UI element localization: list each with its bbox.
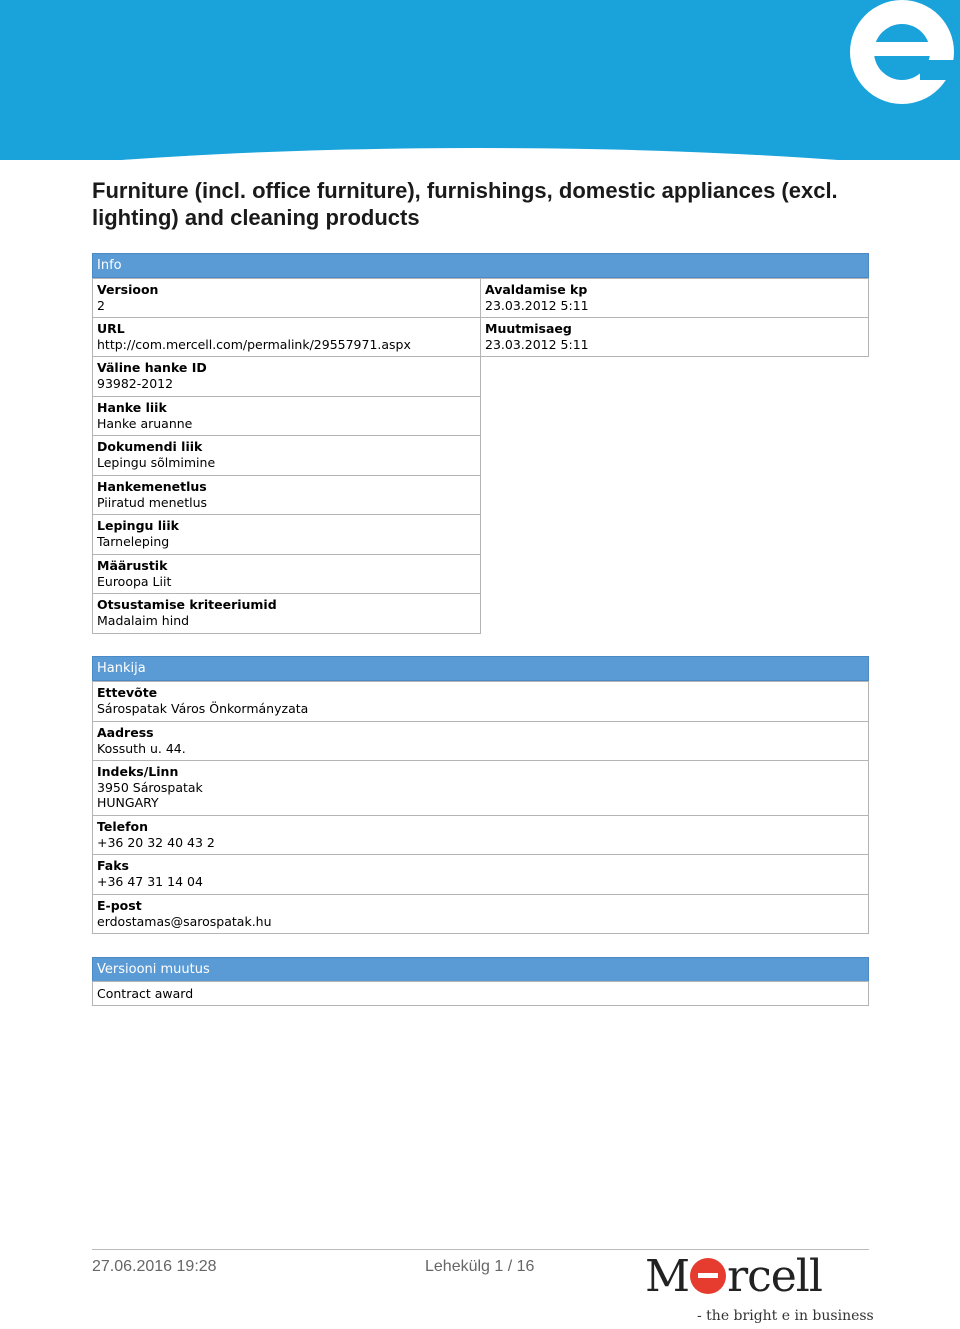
contract-type-value: Tarneleping <box>97 533 170 549</box>
email-cell <box>92 894 869 934</box>
procedure-label: Hankemenetlus <box>97 479 207 494</box>
phone-cell <box>92 815 869 855</box>
mercell-logo-text: M rcell <box>645 1251 822 1302</box>
version-label: Versioon <box>97 282 159 297</box>
country-value: HUNGARY <box>97 795 159 810</box>
company-value: Sárospatak Város Önkormányzata <box>97 700 309 716</box>
published-label: Avaldamise kp <box>485 282 588 297</box>
published-value: 23.03.2012 5:11 <box>485 297 589 313</box>
version-value: 2 <box>97 297 105 313</box>
fax-value: +36 47 31 14 04 <box>97 873 203 889</box>
version-change-cell <box>92 981 869 1006</box>
company-label: Ettevõte <box>97 685 158 700</box>
address-cell <box>92 721 869 761</box>
phone-value: +36 20 32 40 43 2 <box>97 834 215 850</box>
external-id-value: 93982-2012 <box>97 375 174 391</box>
published-cell <box>480 278 869 318</box>
external-id-label: Väline hanke ID <box>97 360 207 375</box>
email-label: E-post <box>97 898 142 913</box>
mercell-tagline: - the bright e in business <box>697 1308 874 1324</box>
url-link[interactable]: http://com.mercell.com/permalink/29557971.aspx <box>97 336 411 352</box>
email-link[interactable]: erdostamas@sarospatak.hu <box>97 913 272 929</box>
address-value: Kossuth u. 44. <box>97 740 186 756</box>
mercell-logo <box>645 1251 874 1327</box>
modified-label: Muutmisaeg <box>485 321 572 336</box>
modified-value: 23.03.2012 5:11 <box>485 336 589 352</box>
buyer-section-header: Hankija <box>92 656 869 681</box>
procurement-type-value: Hanke aruanne <box>97 415 193 431</box>
phone-label: Telefon <box>97 819 149 834</box>
version-change-value: Contract award <box>97 986 194 1001</box>
postal-value: 3950 Sárospatak <box>97 779 203 795</box>
footer-page-number: Lehekülg 1 / 16 <box>425 1258 535 1275</box>
regulation-label: Määrustik <box>97 558 168 573</box>
address-label: Aadress <box>97 725 154 740</box>
version-change-section-header: Versiooni muutus <box>92 957 869 982</box>
procurement-type-label: Hanke liik <box>97 400 167 415</box>
url-label: URL <box>97 321 125 336</box>
regulation-value: Euroopa Liit <box>97 573 172 589</box>
procedure-value: Piiratud menetlus <box>97 494 208 510</box>
award-criteria-cell <box>92 593 481 634</box>
page-title: Furniture (incl. office furniture), furnishings, domestic appliances (excl. lighting) and cleaning products <box>92 178 838 230</box>
fax-label: Faks <box>97 858 129 873</box>
footer-divider <box>92 1249 869 1250</box>
external-id-cell <box>92 356 481 397</box>
version-cell <box>92 278 481 318</box>
procurement-type-cell <box>92 396 481 436</box>
footer-date: 27.06.2016 19:28 <box>92 1258 217 1275</box>
company-cell <box>92 681 869 722</box>
contract-type-cell <box>92 514 481 555</box>
url-cell <box>92 317 481 357</box>
header-banner <box>0 0 960 160</box>
info-section-header: Info <box>92 253 869 278</box>
banner-curve <box>0 148 960 160</box>
document-type-value: Lepingu sõlmimine <box>97 454 216 470</box>
document-type-label: Dokumendi liik <box>97 439 203 454</box>
mercell-e-icon <box>820 0 960 120</box>
award-criteria-value: Madalaim hind <box>97 612 190 628</box>
contract-type-label: Lepingu liik <box>97 518 179 533</box>
modified-cell <box>480 317 869 357</box>
postal-label: Indeks/Linn <box>97 764 179 779</box>
document-type-cell <box>92 435 481 476</box>
regulation-cell <box>92 554 481 594</box>
procedure-cell <box>92 475 481 515</box>
mercell-e-logo-icon <box>690 1258 726 1294</box>
postal-cell <box>92 760 869 816</box>
award-criteria-label: Otsustamise kriteeriumid <box>97 597 277 612</box>
fax-cell <box>92 854 869 895</box>
